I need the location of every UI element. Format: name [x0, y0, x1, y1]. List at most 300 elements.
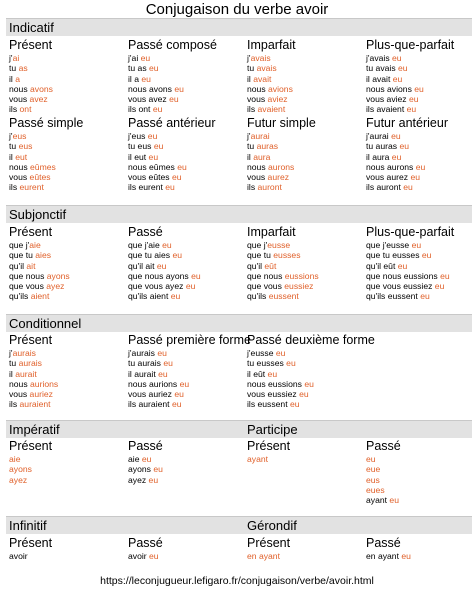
- conjugation-line: [9, 131, 83, 141]
- conjugation-line: [247, 348, 375, 358]
- tense-block-imperatif-present: [9, 439, 52, 485]
- conjugation-forms: [128, 53, 217, 115]
- tense-block-gerondif-present: [247, 536, 290, 561]
- mood-band: [6, 314, 472, 332]
- conjugation-forms: [366, 131, 448, 193]
- mood-heading-subjonctif: Subjonctif: [9, 207, 67, 222]
- form-prefix: qu'il eût: [366, 260, 398, 271]
- conjugation-line: [9, 358, 58, 368]
- form-prefix: que vous: [9, 281, 47, 292]
- form-prefix: nous avions: [366, 83, 415, 94]
- tense-name: Plus-que-parfait: [366, 225, 455, 239]
- form-ending: auriez: [29, 389, 53, 400]
- form-prefix: qu'ils: [247, 291, 269, 302]
- form-ending: eu: [366, 454, 376, 464]
- tense-name: Présent: [9, 439, 53, 453]
- tense-block-indicatif-present: [9, 38, 53, 115]
- tense-name: Présent: [247, 536, 291, 550]
- conjugation-line: [247, 152, 316, 162]
- form-prefix: il: [9, 151, 16, 162]
- tense-block-indicatif-passe-simple: [9, 116, 83, 193]
- form-prefix: nous: [9, 161, 31, 172]
- form-ending: eu: [156, 260, 167, 271]
- form-prefix: vous: [9, 172, 30, 183]
- conjugation-line: [247, 94, 296, 104]
- conjugation-forms: [128, 240, 201, 302]
- form-ending: ayez: [9, 474, 28, 485]
- form-ending: eu: [174, 389, 184, 400]
- form-ending: auras: [256, 141, 279, 152]
- form-prefix: que j': [247, 240, 268, 250]
- tense-block-conditionnel-passe-premiere-forme: [128, 333, 251, 410]
- conjugation-line: [9, 172, 83, 182]
- conjugation-line: [128, 475, 163, 485]
- form-ending: aient: [30, 291, 50, 302]
- conjugation-line: [247, 291, 319, 301]
- conjugation-line: [128, 84, 217, 94]
- conjugation-line: [9, 141, 83, 151]
- conjugation-forms: [247, 454, 290, 464]
- form-ending: ayons: [46, 270, 70, 281]
- form-prefix: qu'il: [9, 260, 27, 271]
- conjugation-line: [9, 63, 53, 73]
- form-prefix: nous avons: [128, 83, 175, 94]
- form-ending: eu: [440, 270, 450, 281]
- conjugation-line: [128, 172, 216, 182]
- conjugation-forms: [366, 454, 401, 505]
- form-ending: eusse: [267, 240, 291, 250]
- form-ending: aurez: [267, 172, 290, 183]
- conjugation-line: [128, 104, 217, 114]
- form-prefix: que nous: [9, 270, 47, 281]
- form-prefix: que vous eussiez: [366, 281, 435, 292]
- form-prefix: tu: [9, 63, 19, 74]
- form-prefix: que j': [9, 240, 30, 250]
- conjugation-line: [128, 152, 216, 162]
- form-ending: en ayant: [247, 551, 280, 561]
- form-ending: aie: [9, 454, 21, 464]
- form-prefix: vous: [9, 94, 30, 105]
- form-ending: ayant: [247, 454, 269, 464]
- form-ending: aviez: [267, 94, 288, 105]
- conjugation-line: [128, 182, 216, 192]
- tense-block-infinitif-passe: [128, 536, 163, 561]
- form-prefix: avoir: [9, 551, 28, 561]
- form-prefix: ils: [9, 399, 20, 410]
- conjugation-line: [366, 551, 411, 561]
- conjugation-line: [247, 389, 375, 399]
- conjugation-line: [128, 94, 217, 104]
- form-prefix: ayons: [128, 464, 154, 475]
- form-ending: as: [18, 63, 28, 74]
- form-prefix: il a: [128, 73, 142, 84]
- conjugation-line: [128, 358, 251, 368]
- conjugation-line: [9, 240, 70, 250]
- form-ending: eu: [398, 63, 408, 74]
- form-ending: eu: [185, 281, 196, 292]
- form-prefix: qu'ils aient: [128, 291, 171, 302]
- conjugation-line: [366, 152, 448, 162]
- form-ending: eu: [286, 358, 296, 369]
- form-ending: eu: [411, 240, 422, 250]
- form-ending: eu: [391, 131, 401, 141]
- conjugation-line: [128, 74, 217, 84]
- form-prefix: j': [9, 53, 13, 63]
- form-prefix: il eut: [128, 151, 149, 162]
- conjugation-line: [128, 369, 251, 379]
- conjugation-line: [366, 250, 454, 260]
- form-prefix: que vous: [247, 281, 285, 292]
- form-prefix: qu'il ait: [128, 260, 157, 271]
- form-ending: eu: [420, 291, 430, 302]
- form-ending: eu: [152, 104, 163, 115]
- conjugation-line: [247, 84, 296, 94]
- conjugation-line: [128, 250, 201, 260]
- form-prefix: vous: [9, 389, 30, 400]
- form-prefix: j'ai: [128, 53, 141, 63]
- conjugation-line: [247, 131, 316, 141]
- form-prefix: j'avais: [366, 53, 392, 63]
- form-ending: eu: [177, 161, 187, 172]
- form-ending: eu: [409, 94, 419, 105]
- tense-name: Passé deuxième forme: [247, 333, 375, 347]
- form-prefix: nous eussions: [247, 378, 305, 389]
- tense-block-imperatif-passe: [128, 439, 163, 485]
- form-ending: avaient: [257, 104, 286, 115]
- form-prefix: ils: [247, 182, 258, 193]
- conjugation-line: [128, 464, 163, 474]
- form-prefix: vous avez: [128, 94, 170, 105]
- form-prefix: il eût: [247, 368, 268, 379]
- conjugation-forms: [9, 348, 58, 410]
- form-ending: eu: [406, 104, 417, 115]
- form-prefix: ils: [9, 182, 20, 193]
- form-ending: aurons: [268, 161, 295, 172]
- form-ending: aurions: [30, 378, 59, 389]
- form-prefix: j': [9, 348, 13, 358]
- tense-block-participe-present: [247, 439, 290, 464]
- conjugation-line: [9, 84, 53, 94]
- conjugation-line: [9, 94, 53, 104]
- form-prefix: ils eussent: [247, 399, 290, 410]
- conjugation-line: [247, 172, 316, 182]
- form-ending: eu: [389, 495, 399, 506]
- form-ending: eus: [366, 474, 380, 485]
- form-prefix: que j'aie: [128, 240, 163, 250]
- conjugation-line: [9, 182, 83, 192]
- conjugation-line: [366, 141, 448, 151]
- conjugation-line: [366, 182, 448, 192]
- conjugation-line: [366, 172, 448, 182]
- form-ending: aurais: [12, 348, 36, 358]
- conjugation-forms: [366, 240, 454, 302]
- conjugation-forms: [9, 240, 70, 302]
- conjugation-forms: [9, 454, 52, 485]
- conjugation-line: [247, 250, 319, 260]
- form-prefix: tu auras: [366, 141, 400, 152]
- form-ending: eu: [153, 464, 163, 475]
- form-prefix: il avait: [366, 73, 393, 84]
- form-prefix: il aura: [366, 151, 392, 162]
- form-ending: avions: [268, 83, 293, 94]
- conjugation-line: [366, 485, 401, 495]
- mood-heading-gerondif: Gérondif: [247, 518, 297, 533]
- form-ending: eussent: [268, 291, 299, 302]
- conjugation-line: [128, 454, 163, 464]
- conjugation-line: [366, 63, 454, 73]
- tense-name: Passé: [128, 536, 163, 550]
- tense-name: Présent: [9, 225, 53, 239]
- conjugation-line: [366, 94, 454, 104]
- form-prefix: qu'ils eussent: [366, 291, 421, 302]
- form-ending: ayez: [46, 281, 65, 292]
- form-prefix: ils auront: [366, 182, 404, 193]
- form-ending: eu: [170, 291, 181, 302]
- conjugation-line: [128, 291, 201, 301]
- form-prefix: nous: [247, 83, 269, 94]
- form-prefix: tu as: [128, 63, 150, 74]
- conjugation-forms: [366, 551, 411, 561]
- conjugation-line: [9, 261, 70, 271]
- form-ending: a: [15, 73, 20, 84]
- conjugation-forms: [9, 551, 52, 561]
- form-prefix: j': [247, 53, 251, 63]
- conjugation-line: [128, 281, 201, 291]
- conjugation-line: [366, 454, 401, 464]
- tense-name: Passé: [366, 439, 401, 453]
- conjugation-line: [366, 495, 401, 505]
- tense-name: Présent: [9, 536, 53, 550]
- form-prefix: vous: [247, 172, 268, 183]
- form-ending: eussiez: [284, 281, 314, 292]
- conjugation-line: [9, 291, 70, 301]
- tense-name: Passé antérieur: [128, 116, 216, 130]
- form-prefix: vous eussiez: [247, 389, 300, 400]
- tense-block-indicatif-passe-anterieur: [128, 116, 216, 193]
- tense-block-indicatif-imparfait: [247, 38, 296, 115]
- conjugation-line: [366, 261, 454, 271]
- tense-block-indicatif-plus-que-parfait: [366, 38, 454, 115]
- form-ending: eu: [149, 551, 159, 561]
- form-prefix: nous aurions: [128, 378, 180, 389]
- form-ending: eu: [290, 399, 300, 410]
- form-prefix: qu'ils: [9, 291, 31, 302]
- form-ending: eu: [165, 182, 175, 193]
- conjugation-line: [366, 162, 448, 172]
- mood-band: [6, 420, 472, 438]
- tense-block-indicatif-passe-compose: [128, 38, 217, 115]
- form-ending: eu: [392, 53, 402, 63]
- tense-block-subjonctif-plus-que-parfait: [366, 225, 454, 302]
- tense-block-indicatif-futur-simple: [247, 116, 316, 193]
- conjugation-line: [247, 162, 316, 172]
- form-prefix: j': [9, 131, 13, 141]
- tense-block-subjonctif-imparfait: [247, 225, 319, 302]
- form-ending: avez: [29, 94, 48, 105]
- conjugation-line: [366, 291, 454, 301]
- conjugation-forms: [128, 454, 163, 485]
- form-prefix: il aurait: [128, 368, 159, 379]
- form-prefix: j'eus: [128, 131, 148, 141]
- form-ending: eu: [171, 399, 182, 410]
- conjugation-line: [128, 162, 216, 172]
- tense-block-conditionnel-passe-deuxieme-forme: [247, 333, 375, 410]
- form-ending: eu: [191, 270, 201, 281]
- form-prefix: qu'il: [247, 260, 265, 271]
- conjugation-line: [247, 369, 375, 379]
- form-ending: eue: [366, 464, 381, 475]
- conjugation-forms: [128, 551, 163, 561]
- form-ending: eu: [169, 94, 179, 105]
- form-ending: eu: [399, 141, 410, 152]
- form-prefix: ils: [9, 104, 20, 115]
- conjugation-forms: [247, 53, 296, 115]
- conjugation-line: [9, 464, 52, 474]
- form-ending: eu: [304, 378, 314, 389]
- conjugation-line: [9, 250, 70, 260]
- form-ending: eu: [140, 53, 151, 63]
- form-prefix: que nous eussions: [366, 270, 441, 281]
- form-ending: eu: [153, 141, 164, 152]
- form-ending: eu: [414, 83, 424, 94]
- conjugation-line: [366, 84, 454, 94]
- conjugation-line: [247, 182, 316, 192]
- tense-name: Futur antérieur: [366, 116, 448, 130]
- form-prefix: j'aurai: [366, 131, 392, 141]
- form-ending: eu: [141, 454, 152, 464]
- form-ending: avais: [250, 53, 271, 63]
- form-ending: eu: [410, 172, 420, 183]
- conjugation-line: [247, 271, 319, 281]
- conjugation-line: [9, 281, 70, 291]
- conjugation-forms: [247, 131, 316, 193]
- form-ending: eu: [391, 151, 402, 162]
- form-prefix: il: [9, 368, 16, 379]
- form-prefix: tu avais: [366, 63, 399, 74]
- conjugation-line: [366, 240, 454, 250]
- form-prefix: tu: [9, 358, 19, 369]
- conjugation-line: [9, 74, 53, 84]
- conjugation-forms: [366, 53, 454, 115]
- form-prefix: ils ont: [128, 104, 153, 115]
- form-ending: eu: [148, 474, 159, 485]
- conjugation-forms: [247, 551, 290, 561]
- form-ending: aurais: [18, 358, 42, 369]
- mood-heading-conditionnel: Conditionnel: [9, 316, 82, 331]
- form-ending: eu: [434, 281, 445, 292]
- form-ending: eu: [172, 250, 182, 261]
- form-ending: eu: [179, 378, 190, 389]
- form-ending: eu: [267, 368, 278, 379]
- form-ending: aie: [29, 240, 41, 250]
- form-ending: eu: [421, 250, 432, 261]
- conjugation-line: [9, 389, 58, 399]
- form-ending: eus: [18, 141, 33, 152]
- form-ending: eu: [415, 161, 426, 172]
- form-prefix: ils avaient: [366, 104, 407, 115]
- form-ending: aurai: [250, 131, 270, 141]
- conjugation-line: [366, 53, 454, 63]
- form-prefix: que tu: [247, 250, 274, 261]
- conjugation-line: [247, 261, 319, 271]
- form-prefix: il: [9, 73, 16, 84]
- tense-block-infinitif-present: [9, 536, 52, 561]
- tense-name: Passé: [128, 439, 163, 453]
- tense-block-gerondif-passe: [366, 536, 411, 561]
- form-ending: eu: [162, 240, 172, 250]
- form-prefix: tu aurais: [128, 358, 164, 369]
- form-ending: eu: [403, 182, 413, 193]
- form-ending: ayons: [9, 464, 32, 475]
- conjugation-line: [366, 74, 454, 84]
- form-ending: eu: [149, 63, 159, 74]
- form-prefix: ayez: [128, 474, 149, 485]
- page-title: Conjugaison du verbe avoir: [145, 1, 329, 18]
- form-ending: ont: [19, 104, 32, 115]
- form-ending: auraient: [19, 399, 51, 410]
- conjugation-forms: [247, 240, 319, 302]
- form-ending: eu: [401, 551, 411, 561]
- tense-block-subjonctif-passe: [128, 225, 201, 302]
- conjugation-forms: [247, 348, 375, 410]
- form-prefix: nous eûmes: [128, 161, 178, 172]
- conjugation-line: [247, 399, 375, 409]
- form-ending: eu: [174, 83, 184, 94]
- mood-band: [6, 205, 472, 223]
- conjugation-line: [366, 131, 448, 141]
- mood-heading-participe: Participe: [247, 422, 298, 437]
- form-prefix: tu: [247, 141, 257, 152]
- conjugation-line: [9, 475, 52, 485]
- conjugation-line: [9, 162, 83, 172]
- conjugation-forms: [9, 131, 83, 193]
- conjugation-line: [247, 53, 296, 63]
- form-prefix: que tu eusses: [366, 250, 422, 261]
- form-prefix: que vous ayez: [128, 281, 186, 292]
- conjugation-line: [128, 141, 216, 151]
- form-prefix: en ayant: [366, 551, 402, 561]
- mood-heading-indicatif: Indicatif: [9, 20, 54, 35]
- form-ending: eus: [12, 131, 27, 141]
- conjugation-line: [247, 281, 319, 291]
- conjugation-line: [9, 152, 83, 162]
- form-prefix: tu eusses: [247, 358, 287, 369]
- tense-name: Plus-que-parfait: [366, 38, 455, 52]
- conjugation-line: [247, 379, 375, 389]
- tense-name: Présent: [9, 333, 53, 347]
- tense-name: Imparfait: [247, 225, 296, 239]
- form-prefix: vous aurez: [366, 172, 411, 183]
- form-ending: ait: [26, 260, 36, 271]
- conjugation-line: [247, 74, 296, 84]
- form-ending: eût: [264, 260, 277, 271]
- conjugation-line: [128, 379, 251, 389]
- source-url[interactable]: https://leconjugueur.lefigaro.fr/conjugaison/verbe/avoir.html: [100, 575, 374, 587]
- conjugation-line: [9, 104, 53, 114]
- mood-band: [6, 516, 472, 534]
- conjugation-line: [9, 271, 70, 281]
- form-prefix: ayant: [366, 495, 390, 506]
- form-prefix: j'aurais: [128, 348, 158, 358]
- form-ending: avons: [30, 83, 53, 94]
- form-ending: auront: [257, 182, 282, 193]
- form-prefix: vous auriez: [128, 389, 175, 400]
- form-ending: eûtes: [29, 172, 51, 183]
- mood-heading-infinitif: Infinitif: [9, 518, 47, 533]
- form-prefix: j'eusse: [247, 348, 276, 358]
- conjugation-line: [128, 53, 217, 63]
- form-prefix: ils auraient: [128, 399, 172, 410]
